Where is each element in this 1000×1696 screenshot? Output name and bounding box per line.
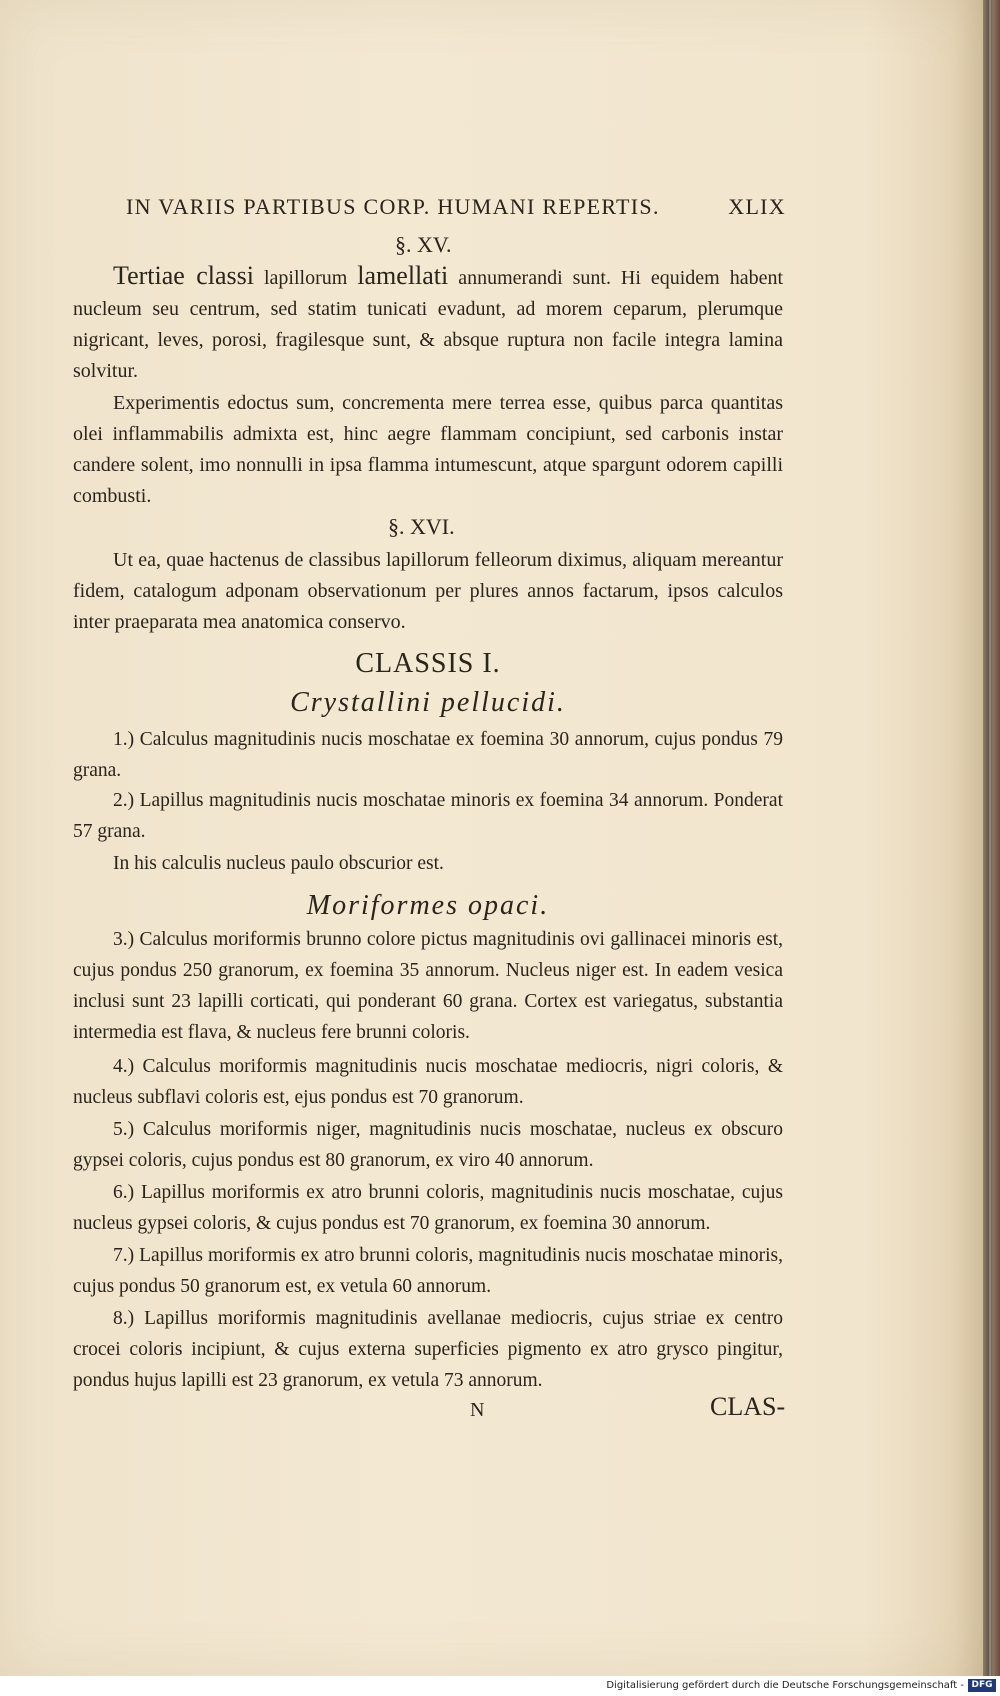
lead-mid: lapillorum xyxy=(264,267,348,289)
entry-note: In his calculis nucleus paulo obscurior est. xyxy=(113,853,444,874)
entry-1: 1.) Calculus magnitudinis nucis moschatae ex foemina 30 annorum, cujus pondus 79 grana. xyxy=(73,729,783,781)
entry-8: 8.) Lapillus moriformis magnitudinis avellanae mediocris, cujus striae ex centro crocei coloris incipiunt, & cujus externa superficies pigmento ex atro grysco pingitur, pondus hujus lapilli est 23 granorum, ex vetula 73 annorum. xyxy=(73,1308,783,1391)
paragraph-rest: annumerandi sunt. Hi equidem habent nucleum seu centrum, sed statim tunicati evadunt, ad morem ceparum, plerumque nigricant, leves, porosi, fragilesque sunt, & absque ruptura non facile integra lamina solvitur. xyxy=(73,267,784,382)
digitization-credit: Digitalisierung gefördert durch die Deutsche Forschungsgemeinschaft - xyxy=(606,1680,964,1691)
entry-3: 3.) Calculus moriformis brunno colore pictus magnitudinis ovi gallinacei minoris est, cujus pondus 250 granorum, ex foemina 35 annorum. Nucleus niger est. In eadem vesica inclusi sunt 23 lapilli corticati, qui ponderant 60 grana. Cortex est variegatus, substantia intermedia est flava, & nucleus fere brunni coloris. xyxy=(73,929,783,1043)
lead-phrase: Tertiae classi xyxy=(113,261,255,290)
classis-heading: CLASSIS I. xyxy=(355,648,501,679)
running-head xyxy=(126,194,786,220)
entry-7: 7.) Lapillus moriformis ex atro brunni coloris, magnitudinis nucis moschatae minoris, cujus pondus 50 granorum est, ex vetula 60 annorum. xyxy=(73,1245,783,1297)
section-16-paragraph-1: Ut ea, quae hactenus de classibus lapillorum felleorum diximus, aliquam mereantur fidem, catalogum adponam observationum per plures annos factarum, ipsos calculos inter praeparata mea anatomica conservo. xyxy=(73,549,783,633)
subheading-crystallini: Crystallini pellucidi. xyxy=(290,687,566,718)
section-mark-15: §. XV. xyxy=(395,232,452,257)
entry-4: 4.) Calculus moriformis magnitudinis nucis moschatae mediocris, nigri coloris, & nucleus subflavi coloris est, ejus pondus est 70 granorum. xyxy=(73,1056,783,1108)
entry-5: 5.) Calculus moriformis niger, magnitudinis nucis moschatae, nucleus ex obscuro gypsei coloris, cujus pondus est 80 granorum, ex viro 40 annorum. xyxy=(73,1119,783,1171)
section-15-paragraph-2: Experimentis edoctus sum, concrementa mere terrea esse, quibus parca quantitas olei inflammabilis admixta est, hinc aegre flammam concipiunt, sed carbonis instar candere solent, imo nonnulli in ipsa flamma intumescunt, atque spargunt odorem capilli combusti. xyxy=(73,392,783,507)
running-head-title: IN VARIIS PARTIBUS CORP. HUMANI REPERTIS. xyxy=(126,194,660,219)
book-spine xyxy=(983,0,1000,1676)
entry-6: 6.) Lapillus moriformis ex atro brunni coloris, magnitudinis nucis moschatae, cujus nucleus gypsei coloris, & cujus pondus est 70 granorum, ex foemina 30 annorum. xyxy=(73,1182,783,1234)
section-15-paragraph-1 xyxy=(73,260,783,387)
lead-phrase-2: lamellati xyxy=(357,261,449,290)
page-number: XLIX xyxy=(728,194,786,219)
entry-2: 2.) Lapillus magnitudinis nucis moschatae minoris ex foemina 34 annorum. Ponderat 57 grana. xyxy=(73,790,783,842)
section-mark-16: §. XVI. xyxy=(388,514,455,539)
dfg-logo: DFG xyxy=(968,1679,996,1692)
catchword: CLAS- xyxy=(710,1392,786,1421)
subheading-moriformes: Moriformes opaci. xyxy=(306,890,550,921)
signature-mark: N xyxy=(470,1399,485,1421)
